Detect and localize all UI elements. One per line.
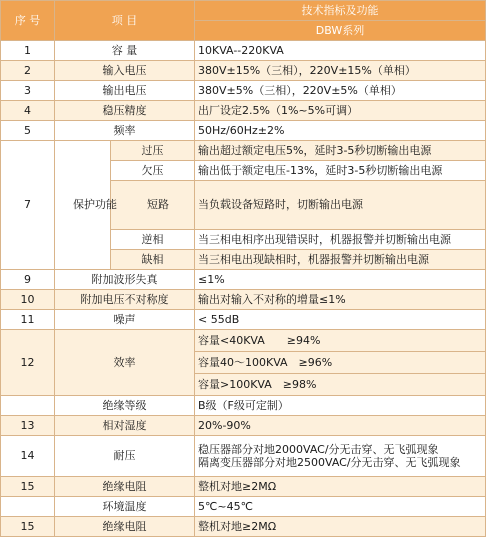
- row-item: 附加电压不对称度: [55, 290, 195, 310]
- table-row: [1, 61, 486, 81]
- table-row: [1, 121, 486, 141]
- efficiency-item: 效率: [55, 330, 195, 396]
- protection-sub: 缺相: [111, 250, 195, 270]
- efficiency-value: 容量<40KVA ≥94%: [195, 330, 486, 352]
- protection-value: 输出低于额定电压-13%，延时3-5秒切断输出电源: [195, 161, 486, 181]
- table-row: [1, 396, 486, 416]
- table-row: [1, 41, 486, 61]
- row-value: 50Hz/60Hz±2%: [195, 121, 486, 141]
- row-no: 15: [1, 517, 55, 537]
- row-item: 附加波形失真: [55, 270, 195, 290]
- withstand-no: 14: [1, 436, 55, 477]
- row-no: 13: [1, 416, 55, 436]
- withstand-line-2: 隔离变压器部分对地2500VAC/分无击穿、无飞弧现象: [198, 456, 461, 469]
- protection-value: 当负载设备短路时，切断输出电源: [195, 181, 486, 230]
- row-no: 2: [1, 61, 55, 81]
- protection-sub: 短路: [111, 181, 195, 230]
- protection-label: 保护功能: [55, 141, 111, 270]
- row-no: 15: [1, 477, 55, 497]
- table-row: [1, 270, 486, 290]
- header-item: 项 目: [55, 1, 195, 41]
- row-no: 1: [1, 41, 55, 61]
- row-value: 20%-90%: [195, 416, 486, 436]
- row-item: 频率: [55, 121, 195, 141]
- table-row: [1, 330, 486, 352]
- row-value: 输出对输入不对称的增量≤1%: [195, 290, 486, 310]
- withstand-value: [195, 436, 486, 477]
- table-row: [1, 517, 486, 537]
- protection-value: 输出超过额定电压5%，延时3-5秒切断输出电源: [195, 141, 486, 161]
- row-item: 绝缘电阻: [55, 477, 195, 497]
- efficiency-no: 12: [1, 330, 55, 396]
- withstand-line-1: 稳压器部分对地2000VAC/分无击穿、无飞弧现象: [198, 443, 439, 456]
- table-row: [1, 497, 486, 517]
- table-row: [1, 81, 486, 101]
- row-item: 相对湿度: [55, 416, 195, 436]
- row-no: 9: [1, 270, 55, 290]
- header-row: [1, 1, 486, 21]
- row-item: 环境温度: [55, 497, 195, 517]
- row-no: [1, 396, 55, 416]
- row-item: 输入电压: [55, 61, 195, 81]
- table-row: [1, 141, 486, 161]
- header-spec: 技术指标及功能: [195, 1, 486, 21]
- row-no: [1, 497, 55, 517]
- protection-value: 当三相电出现缺相时，机器报警并切断输出电源: [195, 250, 486, 270]
- header-model: DBW系列: [195, 21, 486, 41]
- table-row: [1, 101, 486, 121]
- table-row: [1, 416, 486, 436]
- row-item: 绝缘等级: [55, 396, 195, 416]
- protection-sub: 逆相: [111, 230, 195, 250]
- row-value: < 55dB: [195, 310, 486, 330]
- row-item: 绝缘电阻: [55, 517, 195, 537]
- row-value: 5℃~45℃: [195, 497, 486, 517]
- row-value: 出厂设定2.5%（1%~5%可调）: [195, 101, 486, 121]
- table-row: [1, 436, 486, 477]
- row-no: 4: [1, 101, 55, 121]
- row-no: 11: [1, 310, 55, 330]
- withstand-item: 耐压: [55, 436, 195, 477]
- efficiency-value: 容量>100KVA ≥98%: [195, 374, 486, 396]
- table-row: [1, 477, 486, 497]
- row-value: 380V±5%（三相），220V±5%（单相）: [195, 81, 486, 101]
- protection-value: 当三相电相序出现错误时，机器报警并切断输出电源: [195, 230, 486, 250]
- protection-no: 7: [1, 141, 55, 270]
- protection-sub: 过压: [111, 141, 195, 161]
- row-value: B级（F级可定制）: [195, 396, 486, 416]
- efficiency-value: 容量40～100KVA ≥96%: [195, 352, 486, 374]
- table-row: [1, 290, 486, 310]
- row-no: 10: [1, 290, 55, 310]
- row-value: 整机对地≥2MΩ: [195, 517, 486, 537]
- row-no: 3: [1, 81, 55, 101]
- header-no: 序 号: [1, 1, 55, 41]
- row-item: 容 量: [55, 41, 195, 61]
- row-item: 输出电压: [55, 81, 195, 101]
- row-value: 380V±15%（三相），220V±15%（单相）: [195, 61, 486, 81]
- table-row: [1, 310, 486, 330]
- row-value: 整机对地≥2MΩ: [195, 477, 486, 497]
- row-value: ≤1%: [195, 270, 486, 290]
- row-no: 5: [1, 121, 55, 141]
- row-value: 10KVA--220KVA: [195, 41, 486, 61]
- row-item: 噪声: [55, 310, 195, 330]
- protection-sub: 欠压: [111, 161, 195, 181]
- row-item: 稳压精度: [55, 101, 195, 121]
